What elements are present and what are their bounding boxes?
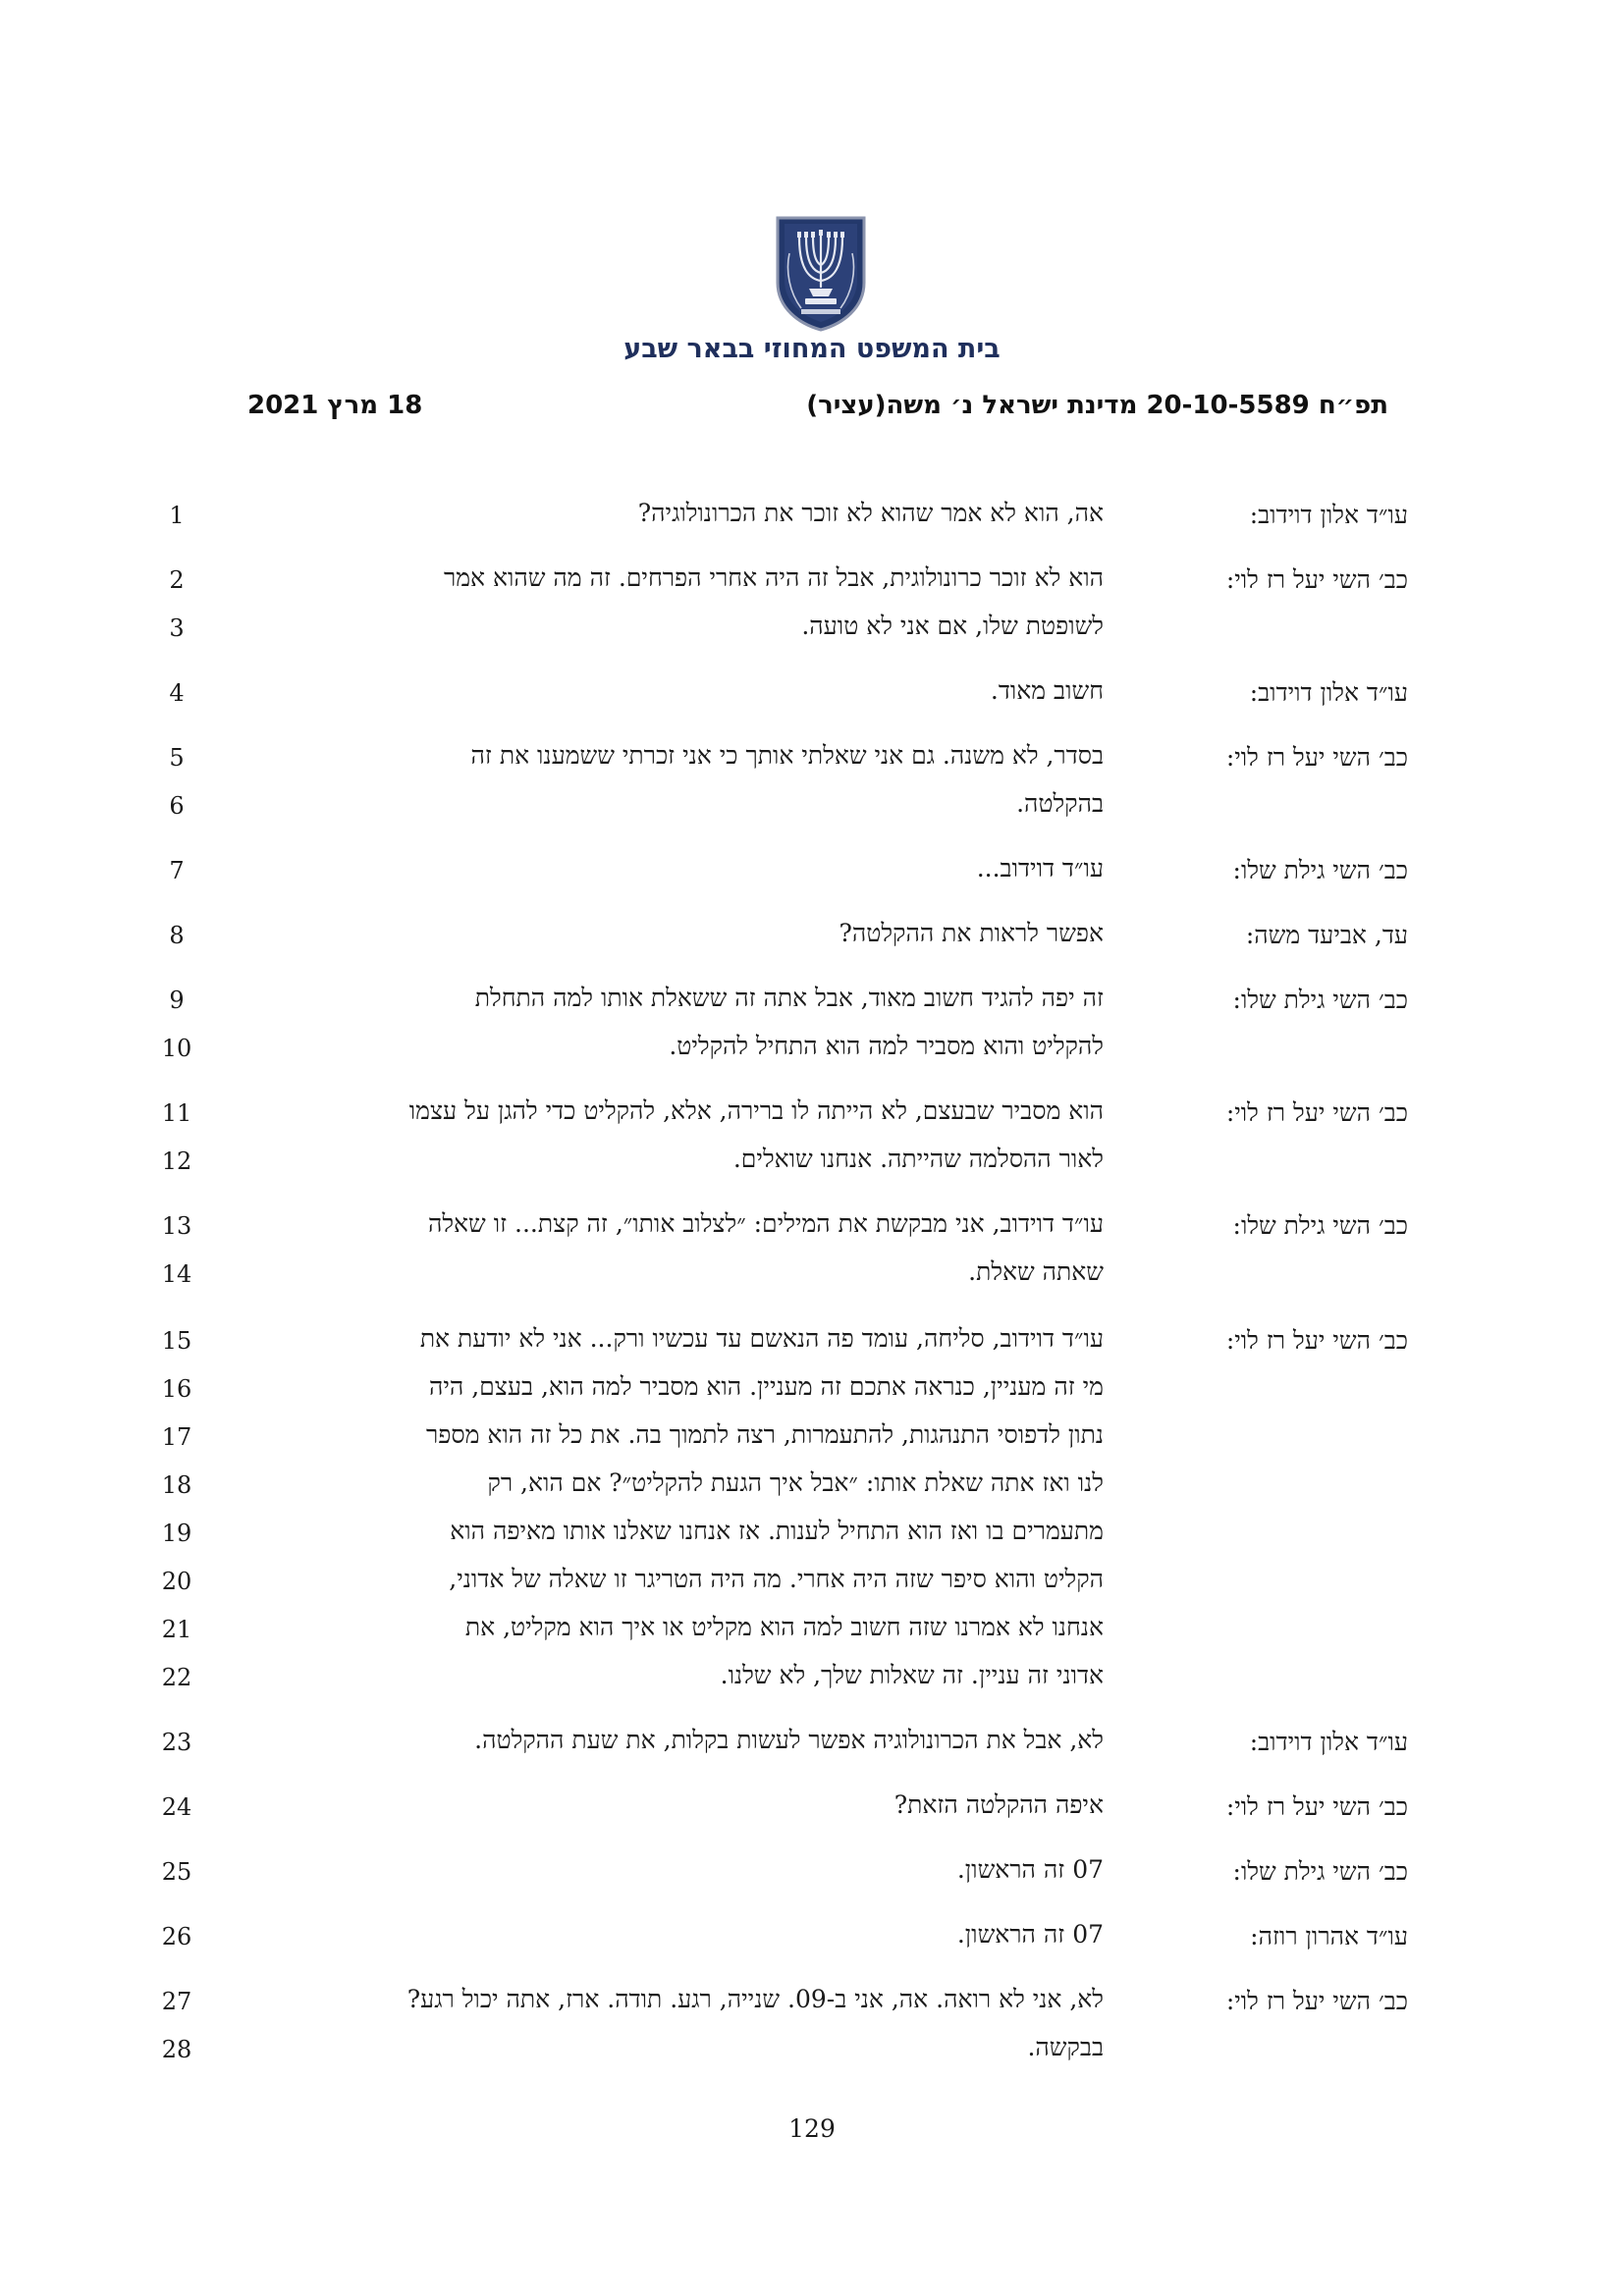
hearing-date: 18 מרץ 2021 bbox=[247, 391, 423, 420]
speaker-label: כב׳ השי יעל רז לוי: bbox=[1225, 1792, 1408, 1821]
line-number: 2 bbox=[169, 566, 185, 594]
transcript-line: 07 זה הראשון. bbox=[956, 1855, 1104, 1884]
transcript-line: בסדר, לא משנה. גם אני שאלתי אותך כי אני זכרתי ששמענו את זה bbox=[470, 741, 1104, 770]
transcript-line: אפשר לראות את ההקלטה? bbox=[839, 919, 1104, 947]
line-number: 9 bbox=[169, 987, 185, 1014]
transcript-line: הוא לא זוכר כרונולוגית, אבל זה היה אחרי הפרחים. זה מה שהוא אמר bbox=[443, 563, 1104, 592]
transcript-line: בהקלטה. bbox=[1016, 789, 1104, 818]
line-number: 5 bbox=[169, 744, 185, 772]
line-number: 24 bbox=[161, 1793, 192, 1821]
transcript-line: לשופטת שלו, אם אני לא טועה. bbox=[801, 612, 1104, 640]
line-number: 14 bbox=[161, 1260, 192, 1288]
page-number: 129 bbox=[788, 2114, 836, 2143]
line-number: 10 bbox=[161, 1035, 192, 1062]
transcript-line: מתעמרים בו ואז הוא התחיל לענות. אז אנחנו שאלנו אותו מאיפה הוא bbox=[450, 1517, 1104, 1545]
transcript-line: מי זה מעניין, כנראה אתכם זה מעניין. הוא מסביר למה הוא, בעצם, היה bbox=[428, 1372, 1104, 1401]
transcript-line: לאור ההסלמה שהייתה. אנחנו שואלים. bbox=[732, 1145, 1104, 1173]
court-name: בית המשפט המחוזי בבאר שבע bbox=[623, 334, 1001, 364]
transcript-line: אדוני זה עניין. זה שאלות שלך, לא שלנו. bbox=[720, 1661, 1104, 1689]
line-number: 26 bbox=[161, 1923, 192, 1950]
speaker-label: כב׳ השי יעל רז לוי: bbox=[1225, 565, 1408, 594]
transcript-line: 07 זה הראשון. bbox=[956, 1920, 1104, 1949]
speaker-label: כב׳ השי יעל רז לוי: bbox=[1225, 1987, 1408, 2015]
transcript-line: הוא מסביר שבעצם, לא הייתה לו ברירה, אלא, להקליט כדי להגן על עצמו bbox=[408, 1096, 1104, 1125]
speaker-label: עו״ד אהרון רוזה: bbox=[1250, 1922, 1408, 1950]
case-title: תפ״ח 20-10-5589 מדינת ישראל נ׳ משה(עציר) bbox=[806, 391, 1388, 420]
line-number: 25 bbox=[161, 1858, 192, 1886]
line-number: 12 bbox=[161, 1148, 192, 1175]
transcript-line: הקליט והוא סיפר שזה היה אחרי. מה היה הטריגר זו שאלה של אדוני, bbox=[449, 1565, 1104, 1593]
transcript-line: אה, הוא לא אמר שהוא לא זוכר את הכרונולוגיה? bbox=[637, 499, 1104, 527]
transcript-line: נתון לדפוסי התנהגות, להתעמרות, רצה לתמוך בה. את כל זה הוא מספר bbox=[426, 1420, 1104, 1449]
transcript-line: עו״ד דוידוב, אני מבקשת את המילים: ״לצלוב אותו״, זה קצת... זו שאלה bbox=[427, 1209, 1104, 1238]
line-number: 16 bbox=[161, 1375, 192, 1403]
line-number: 19 bbox=[161, 1520, 192, 1547]
speaker-label: עו״ד אלון דוידוב: bbox=[1249, 501, 1408, 529]
speaker-label: כב׳ השי יעל רז לוי: bbox=[1225, 743, 1408, 772]
line-number: 15 bbox=[161, 1327, 192, 1355]
line-number: 20 bbox=[161, 1568, 192, 1595]
line-number: 17 bbox=[161, 1423, 192, 1451]
line-number: 23 bbox=[161, 1729, 192, 1756]
line-number: 6 bbox=[169, 792, 185, 820]
transcript-line: לא, אני לא רואה. אה, אני ב-09. שנייה, רגע. תודה. ארז, אתה יכול רגע? bbox=[406, 1985, 1104, 2013]
transcript-line: איפה ההקלטה הזאת? bbox=[893, 1790, 1104, 1819]
line-number: 3 bbox=[169, 614, 185, 642]
line-number: 22 bbox=[161, 1664, 192, 1691]
transcript-line: זה יפה להגיד חשוב מאוד, אבל אתה זה ששאלת אותו למה התחלת bbox=[474, 984, 1104, 1012]
line-number: 7 bbox=[169, 857, 185, 884]
line-number: 18 bbox=[161, 1471, 192, 1499]
transcript-line: עו״ד דוידוב, סליחה, עומד פה הנאשם עד עכשיו ורק... אני לא יודעת את bbox=[419, 1324, 1104, 1353]
transcript-line: אנחנו לא אמרנו שזה חשוב למה הוא מקליט או איך הוא מקליט, את bbox=[464, 1613, 1104, 1641]
speaker-label: עו״ד אלון דוידוב: bbox=[1249, 678, 1408, 707]
transcript-line: חשוב מאוד. bbox=[990, 676, 1104, 705]
speaker-label: כב׳ השי גילת שלו: bbox=[1232, 1857, 1408, 1886]
line-number: 1 bbox=[169, 502, 185, 529]
transcript-line: להקליט והוא מסביר למה הוא התחיל להקליט. bbox=[669, 1032, 1104, 1060]
transcript-line: שאתה שאלת. bbox=[968, 1257, 1104, 1286]
transcript-line: עו״ד דוידוב... bbox=[976, 854, 1104, 882]
speaker-label: עו״ד אלון דוידוב: bbox=[1249, 1728, 1408, 1756]
speaker-label: כב׳ השי גילת שלו: bbox=[1232, 856, 1408, 884]
transcript-line: בבקשה. bbox=[1027, 2033, 1104, 2061]
line-number: 8 bbox=[169, 922, 185, 949]
line-number: 11 bbox=[161, 1099, 192, 1127]
line-number: 21 bbox=[161, 1616, 192, 1643]
line-number: 28 bbox=[161, 2036, 192, 2063]
line-number: 13 bbox=[161, 1212, 192, 1240]
transcript-line: לנו ואז אתה שאלת אותו: ״אבל איך הגעת להקליט״? אם הוא, רק bbox=[487, 1468, 1104, 1497]
speaker-label: כב׳ השי גילת שלו: bbox=[1232, 986, 1408, 1014]
speaker-label: כב׳ השי גילת שלו: bbox=[1232, 1211, 1408, 1240]
speaker-label: כב׳ השי יעל רז לוי: bbox=[1225, 1098, 1408, 1127]
transcript-line: לא, אבל את הכרונולוגיה אפשר לעשות בקלות, את שעת ההקלטה. bbox=[474, 1726, 1104, 1754]
speaker-label: כב׳ השי יעל רז לוי: bbox=[1225, 1326, 1408, 1355]
speaker-label: עד, אביעד משה: bbox=[1245, 921, 1408, 949]
line-number: 4 bbox=[169, 679, 185, 707]
line-number: 27 bbox=[161, 1988, 192, 2015]
